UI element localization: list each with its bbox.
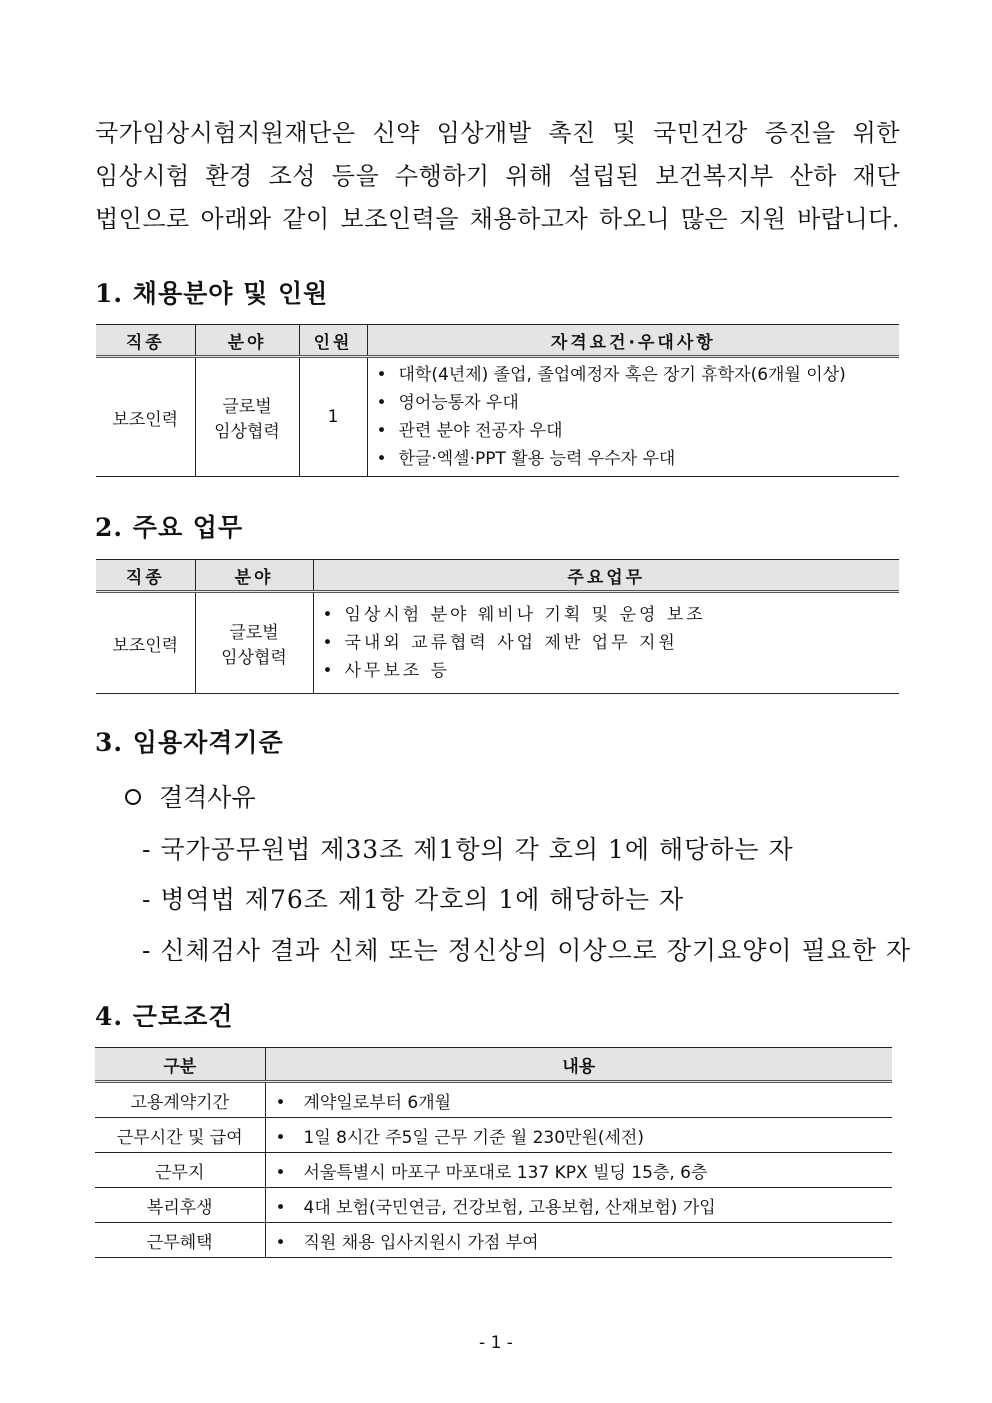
header-cell: 자격요건·우대사항 [367, 325, 899, 357]
table-header-row [95, 1048, 892, 1082]
section1-title: 1. 채용분야 및 인원 [95, 279, 329, 308]
duties-cell [313, 592, 899, 694]
list-item: • 사무보조 등 [323, 657, 899, 685]
intro-line: 국가임상시험지원재단은 신약 임상개발 촉진 및 국민건강 증진을 위한 [95, 119, 900, 147]
condition-content [265, 1118, 892, 1153]
field-line: 글로벌 [222, 397, 272, 417]
field-line: 임상협력 [214, 422, 280, 442]
duties-table [96, 559, 899, 694]
condition-content [265, 1153, 892, 1188]
bullet-icon: • [275, 1092, 286, 1113]
table-row [96, 357, 899, 477]
condition-text: 직원 채용 입사지원시 가점 부여 [303, 1232, 539, 1253]
circle-bullet-icon [125, 789, 141, 805]
header-cell: 분야 [195, 325, 299, 357]
recruitment-table [96, 324, 899, 477]
section3-title: 3. 임용자격기준 [95, 728, 284, 757]
list-item: • 관련 분야 전공자 우대 [377, 417, 899, 445]
list-item: • 영어능통자 우대 [377, 389, 899, 417]
condition-label: 근무지 [95, 1153, 265, 1188]
header-cell: 인원 [299, 325, 367, 357]
header-cell: 직종 [96, 560, 195, 592]
field-cell [195, 592, 313, 694]
bullet-icon: • [275, 1127, 286, 1148]
intro-line: 임상시험 환경 조성 등을 수행하기 위해 설립된 보건복지부 산하 재단 [95, 162, 900, 190]
condition-text: 계약일로부터 6개월 [303, 1092, 452, 1113]
condition-text: 1일 8시간 주5일 근무 기준 월 230만원(세전) [303, 1127, 644, 1148]
requirements-list [369, 359, 899, 475]
condition-label: 고용계약기간 [95, 1082, 265, 1118]
job-cell: 보조인력 [96, 357, 195, 477]
section2-title: 2. 주요 업무 [95, 513, 244, 542]
list-item: • 대학(4년제) 졸업, 졸업예정자 혹은 장기 휴학자(6개월 이상) [377, 361, 899, 389]
page-number: - 1 - [479, 1333, 513, 1353]
table-row [95, 1223, 892, 1258]
condition-content [265, 1082, 892, 1118]
table-row [95, 1188, 892, 1223]
list-item: • 한글·엑셀·PPT 활용 능력 우수자 우대 [377, 445, 899, 473]
count-cell: 1 [299, 357, 367, 477]
field-line: 임상협력 [221, 648, 287, 668]
field-cell [195, 357, 299, 477]
table-header-row [96, 560, 899, 592]
job-cell: 보조인력 [96, 592, 195, 694]
header-cell: 직종 [96, 325, 195, 357]
condition-content [265, 1223, 892, 1258]
intro-line: 법인으로 아래와 같이 보조인력을 채용하고자 하오니 많은 지원 바랍니다. [95, 205, 900, 233]
conditions-table [95, 1047, 892, 1258]
bullet-icon: • [275, 1232, 286, 1253]
table-row [95, 1118, 892, 1153]
table-row [95, 1153, 892, 1188]
table-header-row [96, 325, 899, 357]
disqualification-item: - 병역법 제76조 제1항 각호의 1에 해당하는 자 [142, 885, 685, 914]
disqualification-item: - 국가공무원법 제33조 제1항의 각 호의 1에 해당하는 자 [142, 835, 794, 864]
table-row [96, 592, 899, 694]
field-line: 글로벌 [229, 623, 279, 643]
table-row [95, 1082, 892, 1118]
condition-label: 복리후생 [95, 1188, 265, 1223]
disqualification-heading [125, 778, 256, 814]
bullet-icon: • [275, 1197, 286, 1218]
list-item: • 국내외 교류협력 사업 제반 업무 지원 [323, 629, 899, 657]
subheading-text: 결격사유 [159, 783, 256, 812]
condition-text: 4대 보험(국민연금, 건강보험, 고용보험, 산재보험) 가입 [303, 1197, 716, 1218]
condition-content [265, 1188, 892, 1223]
condition-text: 서울특별시 마포구 마포대로 137 KPX 빌딩 15층, 6층 [303, 1162, 708, 1183]
condition-label: 근무혜택 [95, 1223, 265, 1258]
header-cell: 분야 [195, 560, 313, 592]
duties-list [315, 599, 899, 687]
header-cell: 내용 [265, 1048, 892, 1082]
requirements-cell [367, 357, 899, 477]
condition-label: 근무시간 및 급여 [95, 1118, 265, 1153]
intro-paragraph [95, 112, 900, 241]
section4-title: 4. 근로조건 [95, 1002, 234, 1031]
bullet-icon: • [275, 1162, 286, 1183]
list-item: • 임상시험 분야 웨비나 기획 및 운영 보조 [323, 601, 899, 629]
header-cell: 구분 [95, 1048, 265, 1082]
header-cell: 주요업무 [313, 560, 899, 592]
disqualification-item: - 신체검사 결과 신체 또는 정신상의 이상으로 장기요양이 필요한 자 [142, 936, 912, 965]
